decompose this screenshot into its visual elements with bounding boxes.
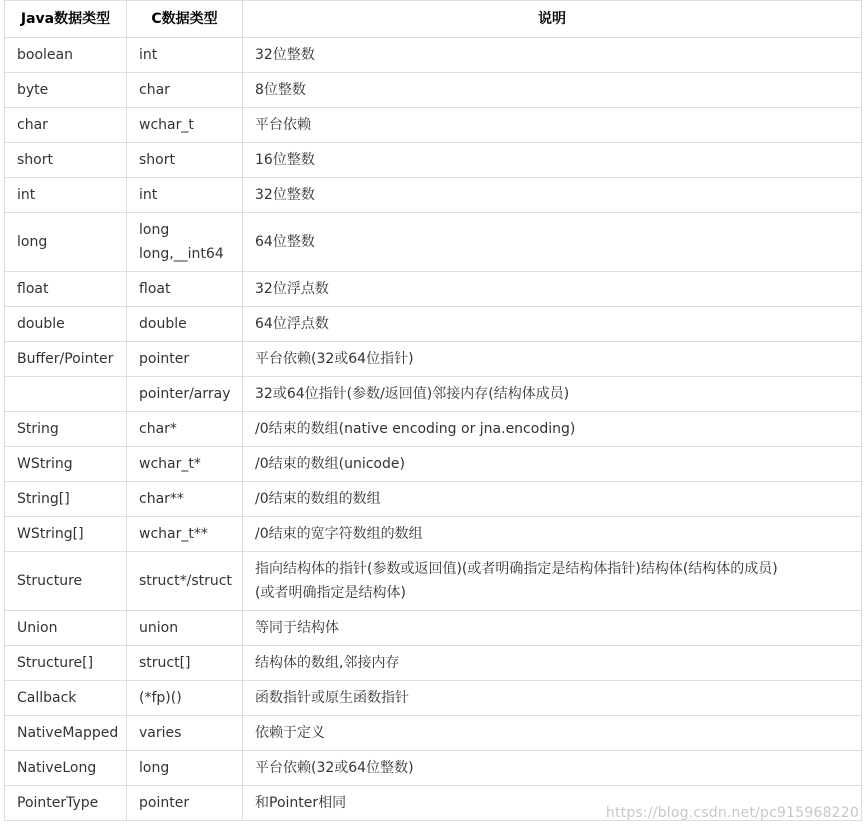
- c-type-cell: [127, 377, 243, 412]
- description-line: 结构体的数组,邻接内存: [255, 655, 400, 671]
- table-row: [5, 482, 862, 517]
- description-cell: [243, 143, 862, 178]
- description-cell: [243, 611, 862, 646]
- c-type-line: long: [139, 760, 170, 776]
- c-type-cell: [127, 447, 243, 482]
- java-type-cell: Structure: [5, 552, 127, 611]
- java-type-cell: float: [5, 272, 127, 307]
- description-line: 等同于结构体: [255, 620, 339, 636]
- java-type-cell: Buffer/Pointer: [5, 342, 127, 377]
- description-line: 16位整数: [255, 152, 315, 168]
- c-type-line: struct[]: [139, 655, 191, 671]
- table-row: [5, 447, 862, 482]
- description-line: 和Pointer相同: [255, 795, 347, 811]
- java-type-cell: double: [5, 307, 127, 342]
- description-cell: [243, 272, 862, 307]
- c-type-cell: [127, 482, 243, 517]
- c-type-line: struct*/struct: [139, 573, 232, 589]
- watermark: https://blog.csdn.net/pc915968220: [605, 805, 859, 821]
- description-line: 64位整数: [255, 234, 315, 250]
- java-type-cell: Structure[]: [5, 646, 127, 681]
- description-cell: [243, 716, 862, 751]
- c-type-line: char**: [139, 491, 184, 507]
- description-cell: [243, 38, 862, 73]
- description-cell: [243, 213, 862, 272]
- c-type-cell: [127, 646, 243, 681]
- description-line: 32位浮点数: [255, 281, 329, 297]
- c-type-line: long: [139, 222, 170, 238]
- c-type-cell: [127, 611, 243, 646]
- table-row: [5, 178, 862, 213]
- java-type-cell: PointerType: [5, 786, 127, 821]
- c-type-line: wchar_t*: [139, 456, 201, 472]
- c-type-cell: [127, 213, 243, 272]
- java-type-cell: WString: [5, 447, 127, 482]
- java-type-cell: [5, 377, 127, 412]
- description-cell: [243, 681, 862, 716]
- description-line: 指向结构体的指针(参数或返回值)(或者明确指定是结构体指针)结构体(结构体的成员): [255, 561, 778, 577]
- table-row: [5, 108, 862, 143]
- header-description: 说明: [243, 1, 862, 38]
- c-type-line: pointer: [139, 795, 190, 811]
- c-type-cell: [127, 272, 243, 307]
- c-type-cell: [127, 716, 243, 751]
- description-line: 32位整数: [255, 187, 315, 203]
- c-type-line: char: [139, 82, 170, 98]
- description-line: /0结束的数组的数组: [255, 491, 381, 507]
- c-type-line: pointer: [139, 351, 190, 367]
- java-type-cell: WString[]: [5, 517, 127, 552]
- c-type-cell: [127, 143, 243, 178]
- type-mapping-table: [4, 0, 862, 821]
- table-row: [5, 342, 862, 377]
- description-line: 32位整数: [255, 47, 315, 63]
- c-type-line: short: [139, 152, 175, 168]
- description-cell: [243, 178, 862, 213]
- table-row: [5, 307, 862, 342]
- c-type-cell: [127, 307, 243, 342]
- description-line: 平台依赖(32或64位指针): [255, 351, 414, 367]
- table-row: [5, 272, 862, 307]
- c-type-line: long,__int64: [139, 246, 224, 262]
- description-line: 平台依赖(32或64位整数): [255, 760, 414, 776]
- description-cell: [243, 751, 862, 786]
- c-type-line: pointer/array: [139, 386, 231, 402]
- c-type-line: union: [139, 620, 179, 636]
- description-cell: [243, 307, 862, 342]
- description-cell: [243, 552, 862, 611]
- c-type-cell: [127, 178, 243, 213]
- description-cell: [243, 108, 862, 143]
- c-type-line: float: [139, 281, 171, 297]
- java-type-cell: int: [5, 178, 127, 213]
- description-line: 32或64位指针(参数/返回值)邻接内存(结构体成员): [255, 386, 570, 402]
- java-type-cell: String: [5, 412, 127, 447]
- header-java-type: Java数据类型: [5, 1, 127, 38]
- c-type-line: (*fp)(): [139, 690, 182, 706]
- description-cell: [243, 73, 862, 108]
- table-row: [5, 646, 862, 681]
- c-type-cell: [127, 786, 243, 821]
- table-row: [5, 751, 862, 786]
- description-line: 64位浮点数: [255, 316, 329, 332]
- c-type-line: wchar_t: [139, 117, 194, 133]
- description-line: /0结束的宽字符数组的数组: [255, 526, 423, 542]
- c-type-line: int: [139, 187, 158, 203]
- c-type-cell: [127, 73, 243, 108]
- description-cell: [243, 412, 862, 447]
- table-row: [5, 143, 862, 178]
- description-line: 8位整数: [255, 82, 306, 98]
- description-cell: [243, 517, 862, 552]
- table-row: [5, 73, 862, 108]
- table-row: [5, 681, 862, 716]
- java-type-cell: NativeLong: [5, 751, 127, 786]
- description-cell: [243, 646, 862, 681]
- c-type-line: char*: [139, 421, 177, 437]
- description-cell: [243, 377, 862, 412]
- description-line: (或者明确指定是结构体): [255, 585, 406, 601]
- java-type-cell: char: [5, 108, 127, 143]
- table-body: [5, 38, 862, 821]
- java-type-cell: long: [5, 213, 127, 272]
- c-type-cell: [127, 751, 243, 786]
- description-line: 平台依赖: [255, 117, 311, 133]
- header-c-type: C数据类型: [127, 1, 243, 38]
- table-row: [5, 517, 862, 552]
- java-type-cell: boolean: [5, 38, 127, 73]
- c-type-cell: [127, 108, 243, 143]
- java-type-cell: Union: [5, 611, 127, 646]
- java-type-cell: short: [5, 143, 127, 178]
- description-cell: [243, 342, 862, 377]
- description-cell: [243, 447, 862, 482]
- c-type-cell: [127, 342, 243, 377]
- c-type-line: double: [139, 316, 187, 332]
- description-line: 依赖于定义: [255, 725, 325, 741]
- c-type-cell: [127, 517, 243, 552]
- table-row: [5, 552, 862, 611]
- table-row: [5, 38, 862, 73]
- description-line: 函数指针或原生函数指针: [255, 690, 409, 706]
- java-type-cell: Callback: [5, 681, 127, 716]
- description-line: /0结束的数组(unicode): [255, 456, 405, 472]
- c-type-line: int: [139, 47, 158, 63]
- c-type-line: varies: [139, 725, 182, 741]
- c-type-cell: [127, 38, 243, 73]
- description-line: /0结束的数组(native encoding or jna.encoding): [255, 421, 576, 437]
- table-row: [5, 716, 862, 751]
- c-type-cell: [127, 412, 243, 447]
- table-row: [5, 377, 862, 412]
- table-row: [5, 213, 862, 272]
- c-type-cell: [127, 552, 243, 611]
- table-row: [5, 611, 862, 646]
- table-header-row: [5, 1, 862, 38]
- c-type-cell: [127, 681, 243, 716]
- java-type-cell: NativeMapped: [5, 716, 127, 751]
- description-cell: [243, 482, 862, 517]
- java-type-cell: String[]: [5, 482, 127, 517]
- java-type-cell: byte: [5, 73, 127, 108]
- table-row: [5, 412, 862, 447]
- c-type-line: wchar_t**: [139, 526, 208, 542]
